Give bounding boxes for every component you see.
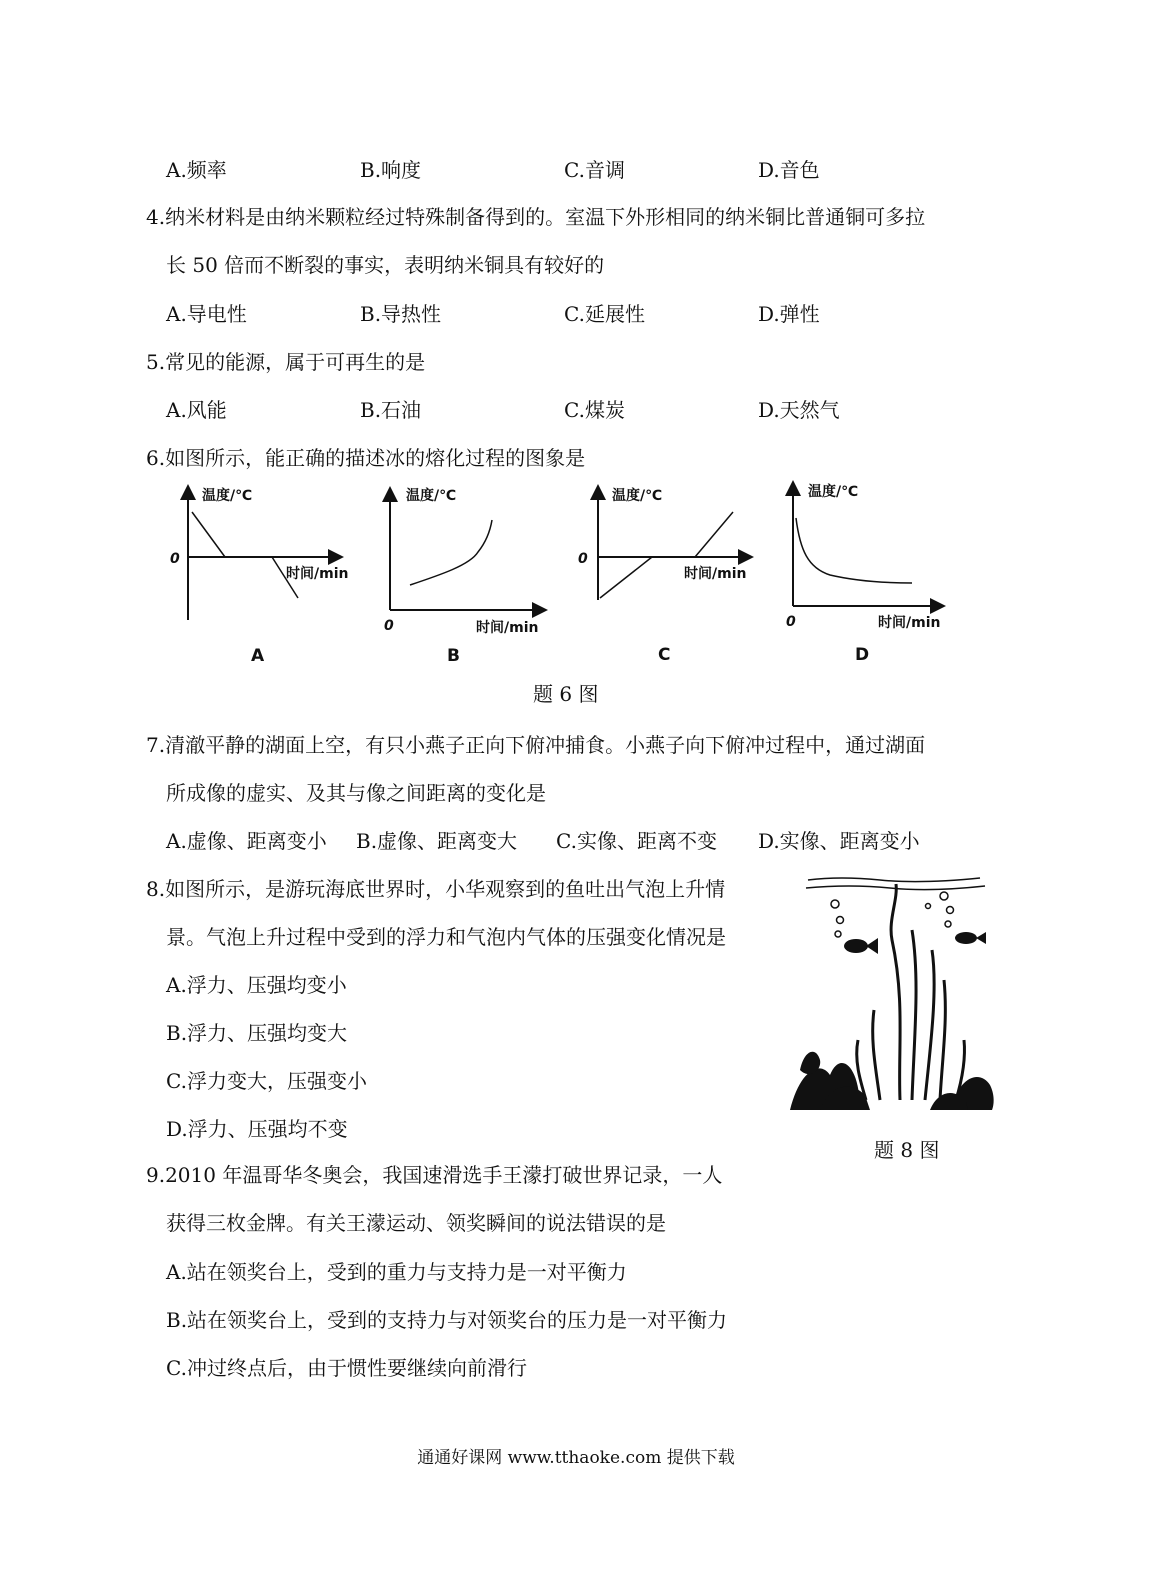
page-footer: 通通好课网 www.tthaoke.com 提供下载 [417, 1448, 735, 1468]
q6-label-c: C [658, 645, 671, 665]
q9-option-c: C.冲过终点后，由于惯性要继续向前滑行 [166, 1356, 527, 1380]
q6-graphs [0, 0, 1152, 700]
q3-option-c: C.音调 [564, 158, 625, 182]
q8-option-a: A.浮力、压强均变小 [166, 973, 347, 997]
q6-label-b: B [447, 646, 460, 666]
q6-a-xlabel: 时间/min [286, 566, 349, 582]
q5-stem: 5.常见的能源，属于可再生的是 [146, 350, 426, 374]
q9-option-a: A.站在领奖台上，受到的重力与支持力是一对平衡力 [166, 1260, 627, 1284]
q7-option-b: B.虚像、距离变大 [356, 829, 518, 853]
q6-b-ylabel: 温度/℃ [406, 488, 457, 504]
q6-d-ylabel: 温度/℃ [808, 484, 859, 500]
q6-label-a: A [251, 646, 265, 666]
q4-stem-line2: 长 50 倍而不断裂的事实，表明纳米铜具有较好的 [166, 253, 605, 277]
q6-c-ylabel: 温度/℃ [612, 488, 663, 504]
q6-b-origin: 0 [384, 618, 394, 634]
q9-stem-line2: 获得三枚金牌。有关王濛运动、领奖瞬间的说法错误的是 [166, 1211, 666, 1235]
q6-graph-b [390, 488, 546, 610]
q5-option-a: A.风能 [166, 398, 227, 422]
q8-stem-line2: 景。气泡上升过程中受到的浮力和气泡内气体的压强变化情况是 [166, 925, 726, 949]
q3-option-b: B.响度 [360, 158, 422, 182]
q6-a-origin: 0 [170, 551, 180, 567]
q6-graph-a [188, 486, 342, 620]
q6-label-d: D [855, 645, 870, 665]
q8-option-b: B.浮力、压强均变大 [166, 1021, 348, 1045]
q5-option-c: C.煤炭 [564, 398, 625, 422]
q6-b-xlabel: 时间/min [476, 620, 539, 636]
q7-option-a: A.虚像、距离变小 [166, 829, 327, 853]
q3-option-a: A.频率 [166, 158, 227, 182]
q4-option-d: D.弹性 [758, 302, 820, 326]
q8-stem-line1: 8.如图所示，是游玩海底世界时，小华观察到的鱼吐出气泡上升情 [146, 877, 726, 901]
q4-option-a: A.导电性 [166, 302, 247, 326]
q6-a-ylabel: 温度/℃ [202, 488, 253, 504]
q8-option-c: C.浮力变大，压强变小 [166, 1069, 367, 1093]
q9-stem-line1: 9.2010 年温哥华冬奥会，我国速滑选手王濛打破世界记录，一人 [146, 1163, 723, 1187]
q6-stem: 6.如图所示，能正确的描述冰的熔化过程的图象是 [146, 446, 586, 470]
q4-option-b: B.导热性 [360, 302, 442, 326]
q6-caption: 题 6 图 [533, 682, 599, 706]
q5-option-d: D.天然气 [758, 398, 840, 422]
q7-stem-line1: 7.清澈平静的湖面上空，有只小燕子正向下俯冲捕食。小燕子向下俯冲过程中，通过湖面 [146, 733, 926, 757]
q4-stem-line1: 4.纳米材料是由纳米颗粒经过特殊制备得到的。室温下外形相同的纳米铜比普通铜可多拉 [146, 205, 926, 229]
q6-graph-d [793, 482, 944, 606]
q8-option-d: D.浮力、压强均不变 [166, 1117, 348, 1141]
q9-option-b: B.站在领奖台上，受到的支持力与对领奖台的压力是一对平衡力 [166, 1308, 728, 1332]
q7-option-d: D.实像、距离变小 [758, 829, 920, 853]
q7-option-c: C.实像、距离不变 [556, 829, 717, 853]
q6-c-xlabel: 时间/min [684, 566, 747, 582]
q6-d-origin: 0 [786, 614, 796, 630]
seabed-illustration [780, 870, 1000, 1115]
q5-option-b: B.石油 [360, 398, 422, 422]
q4-option-c: C.延展性 [564, 302, 645, 326]
q6-c-origin: 0 [578, 551, 588, 567]
q3-option-d: D.音色 [758, 158, 820, 182]
q7-stem-line2: 所成像的虚实、及其与像之间距离的变化是 [166, 781, 546, 805]
q6-d-xlabel: 时间/min [878, 615, 941, 631]
q8-caption: 题 8 图 [874, 1138, 940, 1162]
